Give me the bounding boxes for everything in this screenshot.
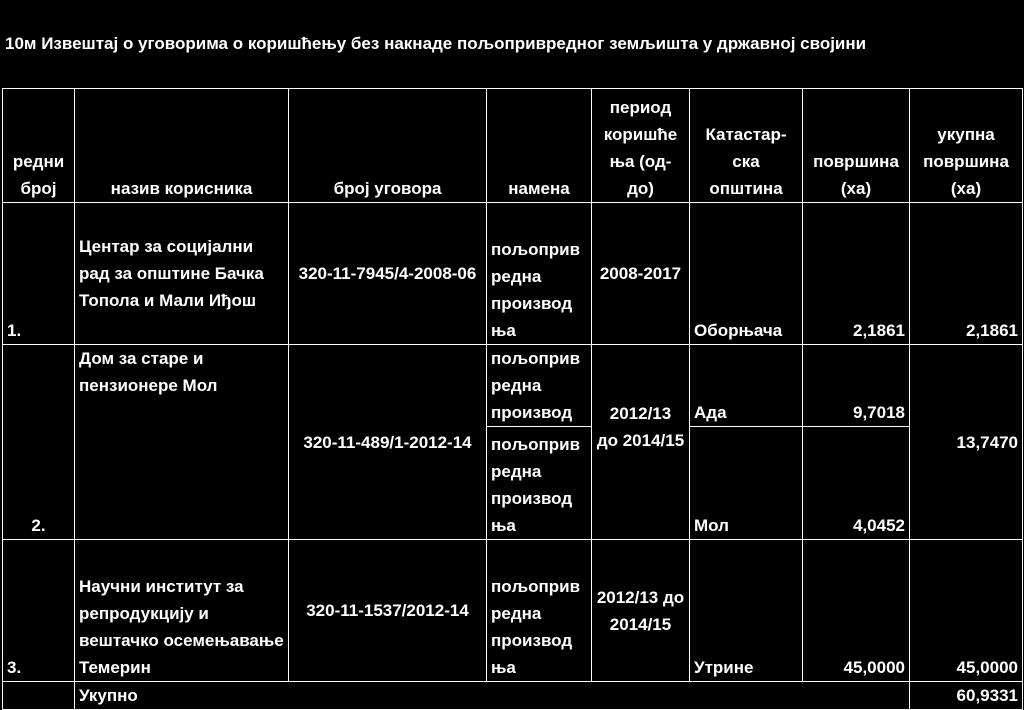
- total-value: 60,9331: [910, 682, 1023, 710]
- total-label: Укупно: [75, 682, 910, 710]
- row2-period-a: 2012/13: [592, 345, 690, 427]
- header-ugovor: број уговора: [289, 89, 487, 203]
- header-ukupna: укупна површина (ха): [910, 89, 1023, 203]
- header-namena: намена: [487, 89, 592, 203]
- row3-rb: 3.: [3, 540, 75, 682]
- row3-povrsina: 45,0000: [803, 540, 910, 682]
- total-row: [3, 682, 1023, 710]
- contracts-table: [2, 88, 1023, 710]
- row2-naziv: Дом за старе и пензионере Мол: [75, 345, 289, 540]
- row1-rb: 1.: [3, 203, 75, 345]
- report-title: 10м Извештај о уговорима о коришћењу без накнаде пољопривредног земљишта у државној својини: [5, 34, 867, 53]
- row2-period-b: до 2014/15: [592, 427, 690, 540]
- row1-namena: пољоприв редна производ ња: [487, 203, 592, 345]
- row3-ukupna: 45,0000: [910, 540, 1023, 682]
- row1-ko: Оборњача: [690, 203, 803, 345]
- row3-ugovor: 320-11-1537/2012-14: [289, 540, 487, 682]
- row1-povrsina: 2,1861: [803, 203, 910, 345]
- row3-namena: пољоприв редна производ ња: [487, 540, 592, 682]
- table-row: [3, 540, 1023, 682]
- row2-namena-a: пољоприв редна производ: [487, 345, 592, 427]
- row1-ugovor: 320-11-7945/4-2008-06: [289, 203, 487, 345]
- row1-period: 2008-2017: [592, 203, 690, 345]
- row2-ugovor: 320-11-489/1-2012-14: [289, 345, 487, 540]
- header-rb: редни број: [3, 89, 75, 203]
- row2-namena-b: пољоприв редна производ ња: [487, 427, 592, 540]
- row2-rb: 2.: [3, 345, 75, 540]
- row3-period: 2012/13 до 2014/15: [592, 540, 690, 682]
- row1-ukupna: 2,1861: [910, 203, 1023, 345]
- total-spacer: [3, 682, 75, 710]
- header-povrsina: површина (ха): [803, 89, 910, 203]
- header-row: [3, 89, 1023, 203]
- row2-ko-b: Мол: [690, 427, 803, 540]
- table-row: [3, 345, 1023, 427]
- row3-naziv: Научни институт за репродукцију и вештачко осемењавање Темерин: [75, 540, 289, 682]
- row2-ukupna: 13,7470: [910, 345, 1023, 540]
- row2-ko-a: Ада: [690, 345, 803, 427]
- table-row: [3, 203, 1023, 345]
- row3-ko: Утрине: [690, 540, 803, 682]
- header-ko: Катастар- ска општина: [690, 89, 803, 203]
- header-period: период коришће ња (од- до): [592, 89, 690, 203]
- row1-naziv: Центар за социјални рад за општине Бачка Топола и Мали Иђош: [75, 203, 289, 345]
- row2-povrsina-b: 4,0452: [803, 427, 910, 540]
- header-naziv: назив корисника: [75, 89, 289, 203]
- row2-povrsina-a: 9,7018: [803, 345, 910, 427]
